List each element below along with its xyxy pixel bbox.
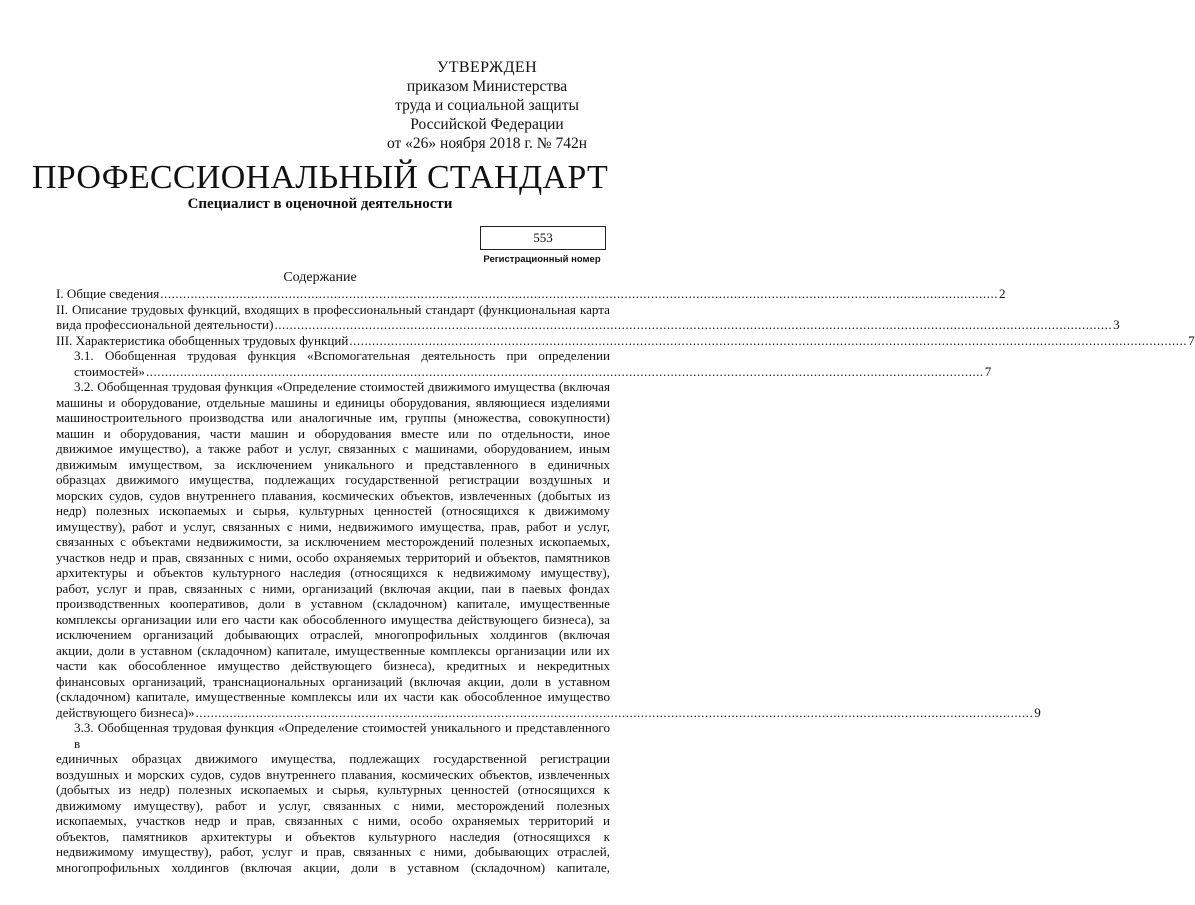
toc-entry-line: финансовых организаций, транснациональных организаций (включая акции, доли в уставном [56, 673, 610, 689]
toc-entry-3-1[interactable] [56, 348, 992, 379]
toc-entry-text: вида профессиональной деятельности) [56, 317, 274, 332]
toc-page-number: 9 [1034, 704, 1041, 720]
toc-entry-line: работ, услуг и прав, связанных с ними, организаций (включая акции, паи в паевых фондах [56, 580, 610, 596]
toc-entry-text: III. Характеристика обобщенных трудовых функций [56, 332, 349, 348]
toc-page-number: 7 [1188, 332, 1195, 348]
approval-line: Российской Федерации [410, 116, 564, 133]
approval-block [372, 58, 602, 153]
toc-entry-line: части как обособленное имущество действующего бизнеса), кредитных и некредитных [56, 658, 610, 673]
toc-entry-line: недвижимому имуществу), работ, услуг и прав, связанных с ними, добывающих отраслей, [56, 844, 610, 859]
toc-entry-1[interactable] [56, 286, 1006, 302]
toc-entry-line: многопрофильных холдингов (включая акции, доли в уставном (складочном) капитале, [56, 859, 610, 875]
toc-entry-3-2[interactable] [56, 379, 1041, 720]
approval-heading: УТВЕРЖДЕН [436, 59, 538, 76]
approval-line: труда и социальной защиты [395, 97, 579, 114]
document-subtitle: Специалист в оценочной деятельности [187, 196, 453, 212]
toc-entry-line: комплексы организации или его части как обособленного имущества действующего бизнеса), за [56, 611, 610, 627]
toc-leader: .............................................................................................................................................................................................................................. [274, 317, 1113, 332]
toc-entry-text: стоимостей» [74, 363, 145, 379]
contents-title: Содержание [283, 270, 357, 285]
toc-page-number: 2 [998, 286, 1006, 301]
table-of-contents [56, 286, 1195, 875]
toc-entry-line: единичных образцах движимого имущества, подлежащих государственной регистрации [56, 751, 610, 766]
toc-entry-line: производственных кооперативов, доли в уставном (складочном) капитале, имущественные [56, 596, 610, 611]
toc-leader: .............................................................................................................................................................................................................................. [160, 286, 998, 301]
document-title: ПРОФЕССИОНАЛЬНЫЙ СТАНДАРТ [31, 159, 609, 196]
toc-entry-line: образцах движимого имущества, подлежащих государственной регистрации воздушных и [56, 472, 610, 487]
toc-leader: .............................................................................................................................................................................................................................. [349, 332, 1188, 348]
toc-page-number: 3 [1113, 317, 1120, 332]
approval-line: приказом Министерства [406, 78, 568, 95]
toc-entry-line: недр) полезных ископаемых и сырья, культурных ценностей (относящихся к движимому [56, 503, 610, 518]
toc-entry-line: 3.2. Обобщенная трудовая функция «Определение стоимостей движимого имущества (включая [74, 379, 610, 394]
toc-entry-3[interactable] [56, 332, 1195, 349]
toc-entry-line: воздушных и морских судов, судов внутреннего плавания, космических объектов, извлеченных [56, 766, 610, 782]
toc-entry-3-3[interactable] [56, 720, 610, 875]
toc-entry-line: (добытых из недр) полезных ископаемых и сырья, культурных ценностей (относящихся к [56, 782, 610, 797]
registration-number-box: 553 [480, 226, 606, 250]
toc-entry-line: исключением организаций добывающих отраслей, многопрофильных холдингов (включая [56, 627, 610, 642]
toc-entry-line: объектов, памятников архитектуры и объектов культурного наследия (относящихся к [56, 828, 610, 844]
approval-date: от «26» ноября 2018 г. № 742н [386, 135, 588, 152]
toc-entry-line: (складочном) капитале, имущественные комплексы или их части как обособленное имущество [56, 689, 610, 704]
toc-entry-text: 3.1. Обобщенная трудовая функция «Вспомогательная деятельность при определении [74, 348, 610, 363]
toc-entry-text: действующего бизнеса)» [56, 704, 195, 720]
toc-leader: .............................................................................................................................................................................................................................. [145, 363, 984, 379]
toc-entry-line: имуществу), работ и услуг, связанных с ними, недвижимого имущества, прав, работ и услуг, [56, 518, 610, 534]
registration-number-label: Регистрационный номер [483, 254, 601, 265]
toc-entry-line: машиностроительного производства или аналогичные им, группы (множества, совокупности) [56, 410, 610, 425]
toc-entry-line: 3.3. Обобщенная трудовая функция «Определение стоимостей уникального и представленного в [74, 720, 610, 751]
toc-entry-text: I. Общие сведения [56, 286, 160, 301]
toc-entry-line: связанных с объектами недвижимости, за исключением месторождений полезных ископаемых, [56, 534, 610, 549]
toc-entry-line: морских судов, судов внутреннего плавания, космических объектов, извлеченных (добытых из [56, 487, 610, 503]
toc-entry-line: участков недр и прав, связанных с ними, особо охраняемых территорий и объектов, памятников [56, 549, 610, 565]
toc-entry-line: движимое имущество), а также работ и услуг, связанных с машинами, оборудованием, иным [56, 441, 610, 456]
toc-entry-line: машин и оборудования, части машин и оборудования вместе или по отдельности, иное [56, 425, 610, 441]
toc-entry-line: ископаемых, участков недр и прав, связанных с ними, особо охраняемых территорий и [56, 813, 610, 828]
toc-entry-line: машины и оборудование, отдельные машины и единицы оборудования, являющиеся изделиями [56, 394, 610, 410]
toc-entry-2[interactable] [56, 301, 1120, 333]
toc-leader: .............................................................................................................................................................................................................................. [195, 704, 1034, 720]
toc-entry-line: акции, доли в уставном (складочном) капитале, имущественные комплексы организации или их [56, 642, 610, 658]
toc-entry-line: архитектуры и объектов культурного наследия (относящихся к недвижимому имуществу), [56, 565, 610, 580]
toc-page-number: 7 [984, 363, 992, 379]
toc-entry-line: движимому имуществу), работ и услуг, связанных с ними, месторождений полезных [56, 797, 610, 813]
toc-entry-text: II. Описание трудовых функций, входящих в профессиональный стандарт (функциональная карта [56, 301, 610, 317]
toc-entry-line: движимым имуществом, за исключением уникального и представленного в единичных [56, 456, 610, 472]
